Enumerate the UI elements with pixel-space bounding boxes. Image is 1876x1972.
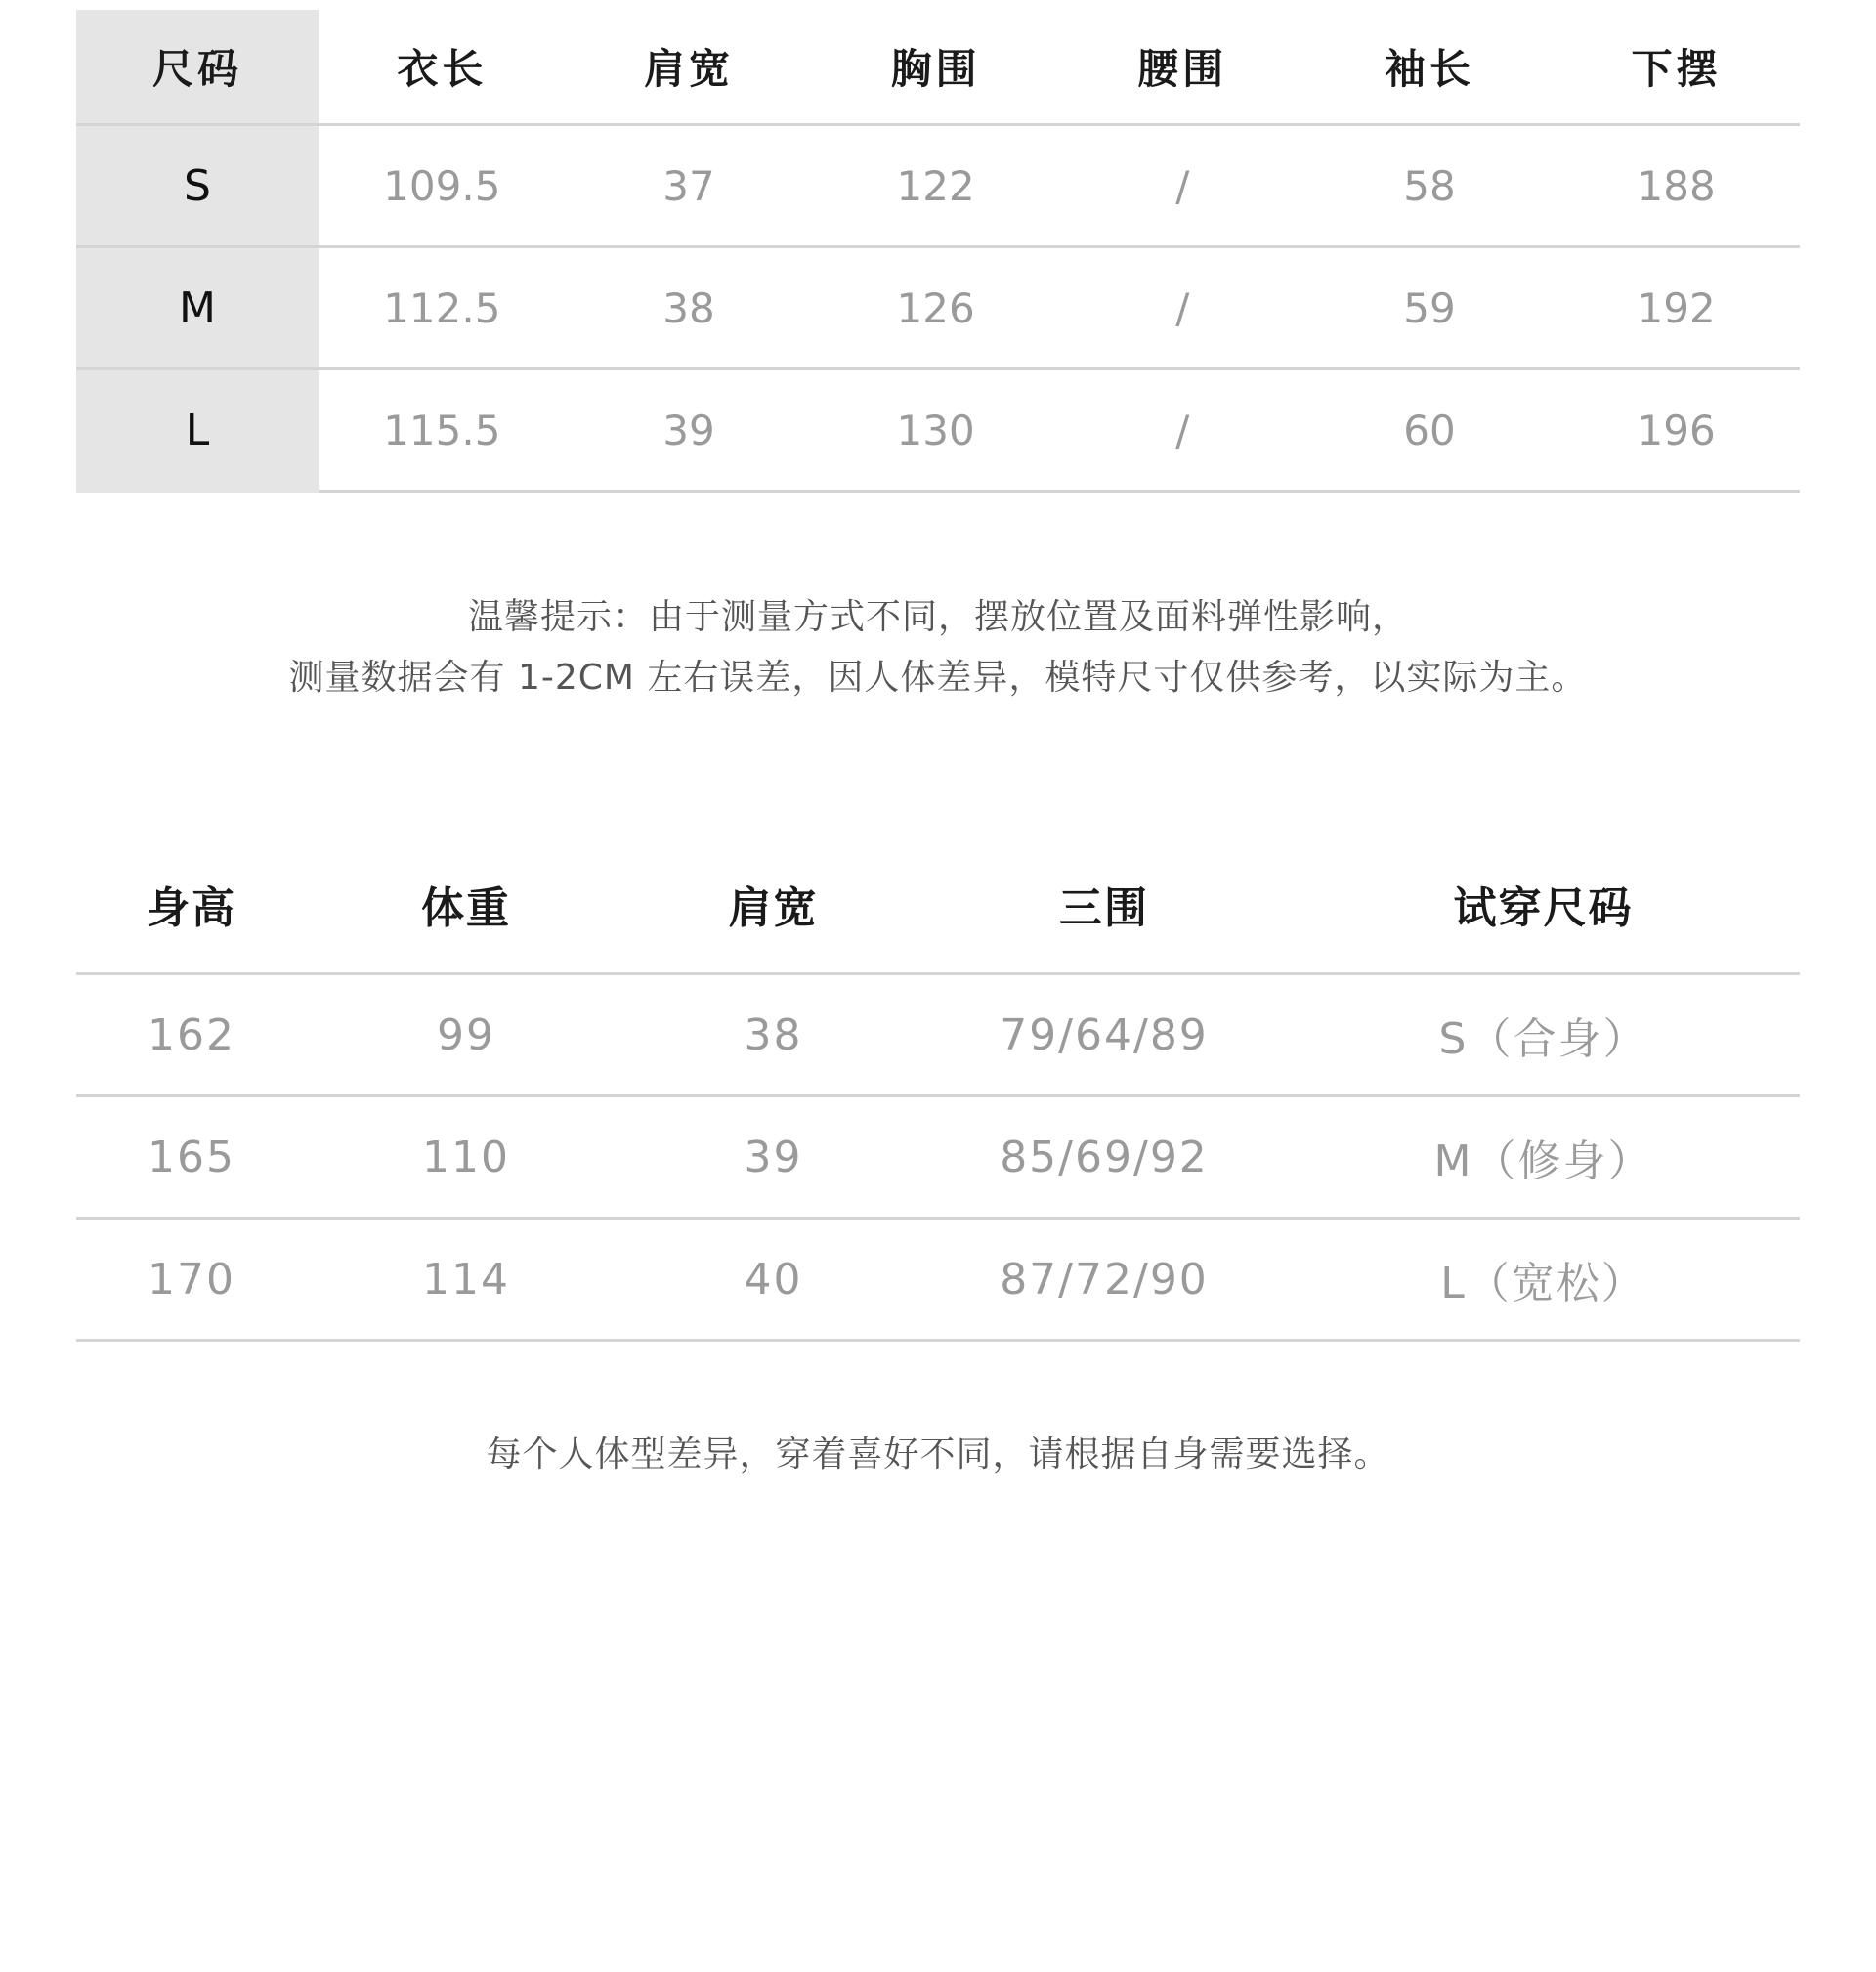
- table-cell: /: [1059, 125, 1306, 247]
- size-chart-header-row: [76, 10, 1800, 125]
- height-header-cell: 身高: [76, 836, 307, 974]
- fit-size-header-cell: 试穿尺码: [1287, 836, 1800, 974]
- table-row: [76, 974, 1800, 1096]
- table-cell: 192: [1553, 247, 1800, 369]
- shoulder-header-cell: 肩宽: [625, 836, 921, 974]
- table-cell: 170: [76, 1219, 307, 1341]
- table-cell: L（宽松）: [1287, 1219, 1800, 1341]
- table-cell: 114: [307, 1219, 625, 1341]
- table-cell: 115.5: [319, 369, 566, 492]
- table-cell: 79/64/89: [921, 974, 1287, 1096]
- waist-header-cell: 腰围: [1059, 10, 1306, 125]
- table-cell: 85/69/92: [921, 1096, 1287, 1219]
- table-row: [76, 369, 1800, 492]
- table-row: [76, 1219, 1800, 1341]
- table-row: [76, 247, 1800, 369]
- model-table-header-row: [76, 836, 1800, 974]
- table-cell: 162: [76, 974, 307, 1096]
- table-cell: 60: [1306, 369, 1554, 492]
- table-cell: S（合身）: [1287, 974, 1800, 1096]
- table-cell: 87/72/90: [921, 1219, 1287, 1341]
- size-header-cell: 尺码: [76, 10, 319, 125]
- table-cell: 37: [566, 125, 813, 247]
- table-cell: 39: [625, 1096, 921, 1219]
- table-cell: 110: [307, 1096, 625, 1219]
- table-cell: 59: [1306, 247, 1554, 369]
- size-label-cell: S: [76, 125, 319, 247]
- table-cell: 126: [812, 247, 1059, 369]
- measurements-header-cell: 三围: [921, 836, 1287, 974]
- size-label-cell: M: [76, 247, 319, 369]
- sleeve-header-cell: 袖长: [1306, 10, 1554, 125]
- table-cell: 38: [566, 247, 813, 369]
- size-label-cell: L: [76, 369, 319, 492]
- table-cell: 38: [625, 974, 921, 1096]
- table-row: [76, 1096, 1800, 1219]
- table-cell: 109.5: [319, 125, 566, 247]
- shoulder-header-cell: 肩宽: [566, 10, 813, 125]
- table-cell: 40: [625, 1219, 921, 1341]
- size-chart-table: [76, 10, 1800, 493]
- measurement-notice: [0, 587, 1876, 708]
- table-cell: M（修身）: [1287, 1096, 1800, 1219]
- model-fit-table: [76, 836, 1800, 1342]
- weight-header-cell: 体重: [307, 836, 625, 974]
- table-cell: 39: [566, 369, 813, 492]
- table-cell: 99: [307, 974, 625, 1096]
- table-cell: 122: [812, 125, 1059, 247]
- table-cell: /: [1059, 247, 1306, 369]
- notice-line-1: 温馨提示：由于测量方式不同，摆放位置及面料弹性影响，: [467, 597, 1408, 637]
- table-cell: 112.5: [319, 247, 566, 369]
- table-cell: 58: [1306, 125, 1554, 247]
- table-cell: 130: [812, 369, 1059, 492]
- table-row: [76, 125, 1800, 247]
- table-cell: /: [1059, 369, 1306, 492]
- fit-advice-note: 每个人体型差异，穿着喜好不同，请根据自身需要选择。: [486, 1435, 1390, 1475]
- chest-header-cell: 胸围: [812, 10, 1059, 125]
- table-cell: 188: [1553, 125, 1800, 247]
- table-cell: 196: [1553, 369, 1800, 492]
- hem-header-cell: 下摆: [1553, 10, 1800, 125]
- notice-line-2: 测量数据会有 1-2CM 左右误差，因人体差异，模特尺寸仅供参考，以实际为主。: [288, 658, 1588, 698]
- length-header-cell: 衣长: [319, 10, 566, 125]
- table-cell: 165: [76, 1096, 307, 1219]
